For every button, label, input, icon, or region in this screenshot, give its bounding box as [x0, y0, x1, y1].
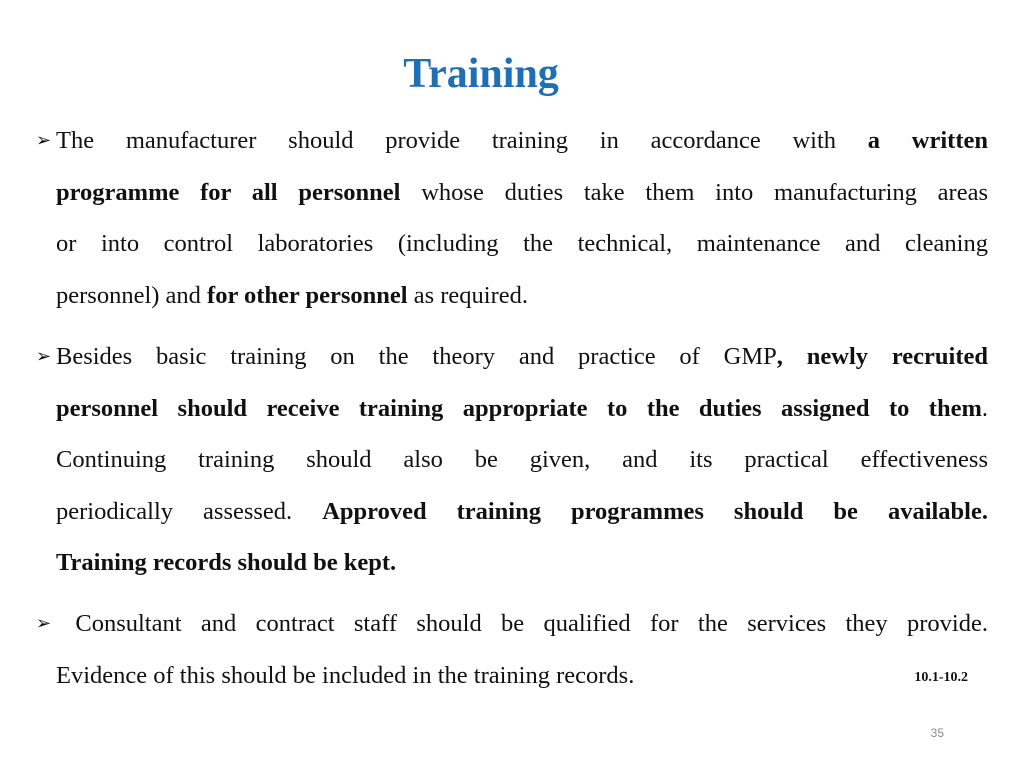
body-text: or into control laboratories (including the technical, maintenance and cleaning	[56, 230, 988, 257]
bullet-2-line-3	[36, 434, 988, 486]
bullet-paragraph-2	[36, 331, 988, 589]
bold-text: , newly recruited	[776, 343, 988, 370]
arrow-bullet-icon: ➢	[36, 613, 52, 634]
bold-text: for other personnel	[207, 281, 408, 309]
bullet-2-line-4	[36, 486, 988, 538]
bold-text: programme for all personnel	[56, 178, 401, 206]
bold-text: Training records should be kept.	[56, 549, 397, 576]
bullet-3-line-2	[36, 650, 988, 702]
arrow-bullet-icon: ➢	[36, 346, 52, 367]
bullet-paragraph-3	[36, 598, 988, 701]
bullet-3-line-1	[36, 598, 988, 650]
bold-text: a written	[867, 127, 988, 154]
body-text: Continuing training should also be given, and its practical effectiveness	[56, 446, 988, 473]
bullet-2-line-2	[36, 383, 988, 435]
bullet-2-line-1	[36, 331, 988, 383]
body-text: personnel) and	[56, 281, 208, 309]
bullet-1-line-4	[36, 270, 988, 322]
bullet-1-line-3	[36, 218, 988, 270]
bullet-paragraph-1	[36, 115, 988, 321]
reference-label: 10.1-10.2	[914, 670, 968, 685]
body-text: .	[981, 394, 988, 422]
body-text: whose duties take them into manufacturing areas	[400, 178, 988, 206]
body-text: Consultant and contract staff should be qualified for the services they provide.	[56, 610, 988, 637]
page-number: 35	[930, 726, 944, 740]
body-text: Besides basic training on the theory and practice of GMP	[56, 343, 777, 370]
bullet-1-line-1	[36, 115, 988, 167]
bold-text: personnel should receive training appropriate to the duties assigned to them	[56, 394, 982, 422]
bold-text: Approved training programmes should be available.	[322, 497, 988, 525]
body-text: as required.	[407, 281, 528, 309]
body-text: Evidence of this should be included in the training records.	[56, 661, 635, 689]
body-text: The manufacturer should provide training in accordance with	[56, 127, 868, 154]
arrow-bullet-icon: ➢	[36, 130, 52, 151]
slide-title: Training	[403, 51, 559, 97]
bullet-2-line-5	[36, 537, 988, 589]
bullet-1-line-2	[36, 167, 988, 219]
body-text: periodically assessed.	[56, 497, 323, 525]
